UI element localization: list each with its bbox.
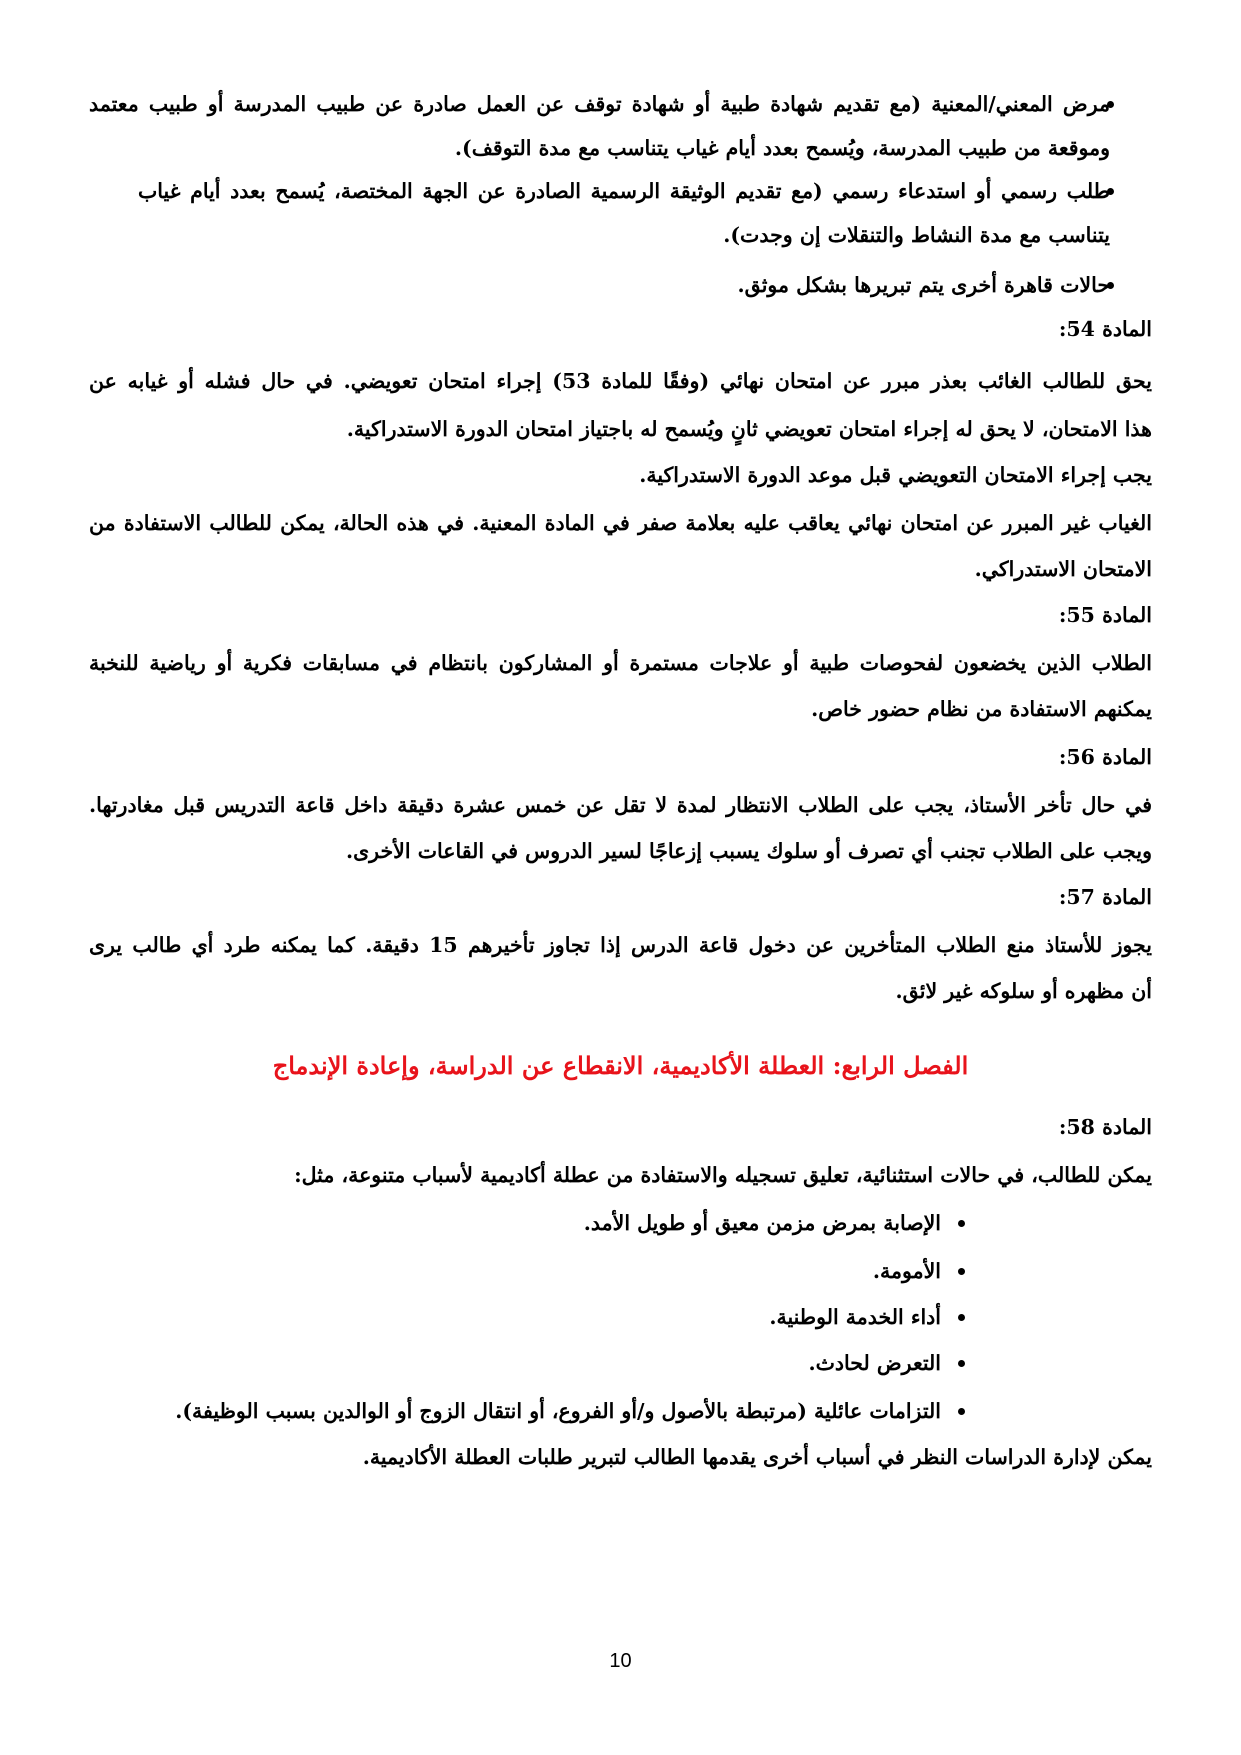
list-item: التزامات عائلية (مرتبطة بالأصول و/أو الفروع، أو انتقال الزوج أو الوالدين بسبب الوظيفة). — [175, 1399, 941, 1423]
bullet-icon — [958, 1408, 965, 1415]
bullet-item-line: يتناسب مع مدة النشاط والتنقلات إن وجدت). — [723, 223, 1110, 247]
bullet-item-line: حالات قاهرة أخرى يتم تبريرها بشكل موثق. — [737, 273, 1110, 297]
bullet-item-line: وموقعة من طبيب المدرسة، ويُسمح بعدد أيام غياب يتناسب مع مدة التوقف). — [454, 136, 1110, 160]
article-text-line: الطلاب الذين يخضعون لفحوصات طبية أو علاجات مستمرة أو المشاركون بانتظام في مسابقات فكرية أو رياضية للنخبة — [89, 651, 1152, 675]
article-intro: يمكن للطالب، في حالات استثنائية، تعليق تسجيله والاستفادة من عطلة أكاديمية لأسباب متنوعة، مثل: — [294, 1163, 1152, 1187]
article-label: المادة 54: — [1058, 317, 1152, 341]
bullet-icon — [958, 1314, 965, 1321]
list-item: الإصابة بمرض مزمن معيق أو طويل الأمد. — [583, 1211, 941, 1235]
bullet-icon — [958, 1360, 965, 1367]
page-number: 10 — [609, 1650, 632, 1672]
bullet-icon — [958, 1220, 965, 1227]
article-text-line: في حال تأخر الأستاذ، يجب على الطلاب الانتظار لمدة لا تقل عن خمس عشرة دقيقة داخل قاعة التدريس قبل مغادرتها. — [89, 793, 1152, 817]
article-label: المادة 58: — [1058, 1115, 1152, 1139]
bullet-icon — [958, 1268, 965, 1275]
article-text-line: يجوز للأستاذ منع الطلاب المتأخرين عن دخول قاعة الدرس إذا تجاوز تأخيرهم 15 دقيقة. كما يمكنه طرد أي طالب يرى — [89, 933, 1152, 957]
article-label: المادة 55: — [1058, 603, 1152, 627]
article-text-line: يجب إجراء الامتحان التعويضي قبل موعد الدورة الاستدراكية. — [639, 463, 1152, 487]
article-text-line: الغياب غير المبرر عن امتحان نهائي يعاقب عليه بعلامة صفر في المادة المعنية. في هذه الحالة، يمكن للطالب الاستفادة من — [89, 511, 1152, 535]
article-text-line: هذا الامتحان، لا يحق له إجراء امتحان تعويضي ثانٍ ويُسمح له باجتياز امتحان الدورة الاستدراكية. — [346, 417, 1152, 441]
article-text-line: ويجب على الطلاب تجنب أي تصرف أو سلوك يسبب إزعاجًا لسير الدروس في القاعات الأخرى. — [346, 839, 1152, 863]
article-text-line: أن مظهره أو سلوكه غير لائق. — [895, 979, 1152, 1003]
chapter-heading: الفصل الرابع: العطلة الأكاديمية، الانقطاع عن الدراسة، وإعادة الإندماج — [272, 1051, 969, 1080]
article-label: المادة 56: — [1058, 745, 1152, 769]
list-item: الأمومة. — [872, 1259, 941, 1283]
bullet-item-line: طلب رسمي أو استدعاء رسمي (مع تقديم الوثيقة الرسمية الصادرة عن الجهة المختصة، يُسمح بعدد أيام غياب — [138, 179, 1110, 203]
bullet-item-line: مرض المعني/المعنية (مع تقديم شهادة طبية أو شهادة توقف عن العمل صادرة عن طبيب المدرسة أو طبيب معتمد — [89, 92, 1110, 116]
article-text-line: يمكنهم الاستفادة من نظام حضور خاص. — [811, 697, 1152, 721]
list-item: التعرض لحادث. — [808, 1351, 941, 1375]
article-closing: يمكن لإدارة الدراسات النظر في أسباب أخرى يقدمها الطالب لتبرير طلبات العطلة الأكاديمية. — [362, 1445, 1152, 1469]
article-label: المادة 57: — [1058, 885, 1152, 909]
list-item: أداء الخدمة الوطنية. — [769, 1305, 941, 1329]
article-text-line: يحق للطالب الغائب بعذر مبرر عن امتحان نهائي (وفقًا للمادة 53) إجراء امتحان تعويضي. في حال فشله أو غيابه عن — [89, 369, 1152, 393]
article-text-line: الامتحان الاستدراكي. — [974, 557, 1152, 581]
